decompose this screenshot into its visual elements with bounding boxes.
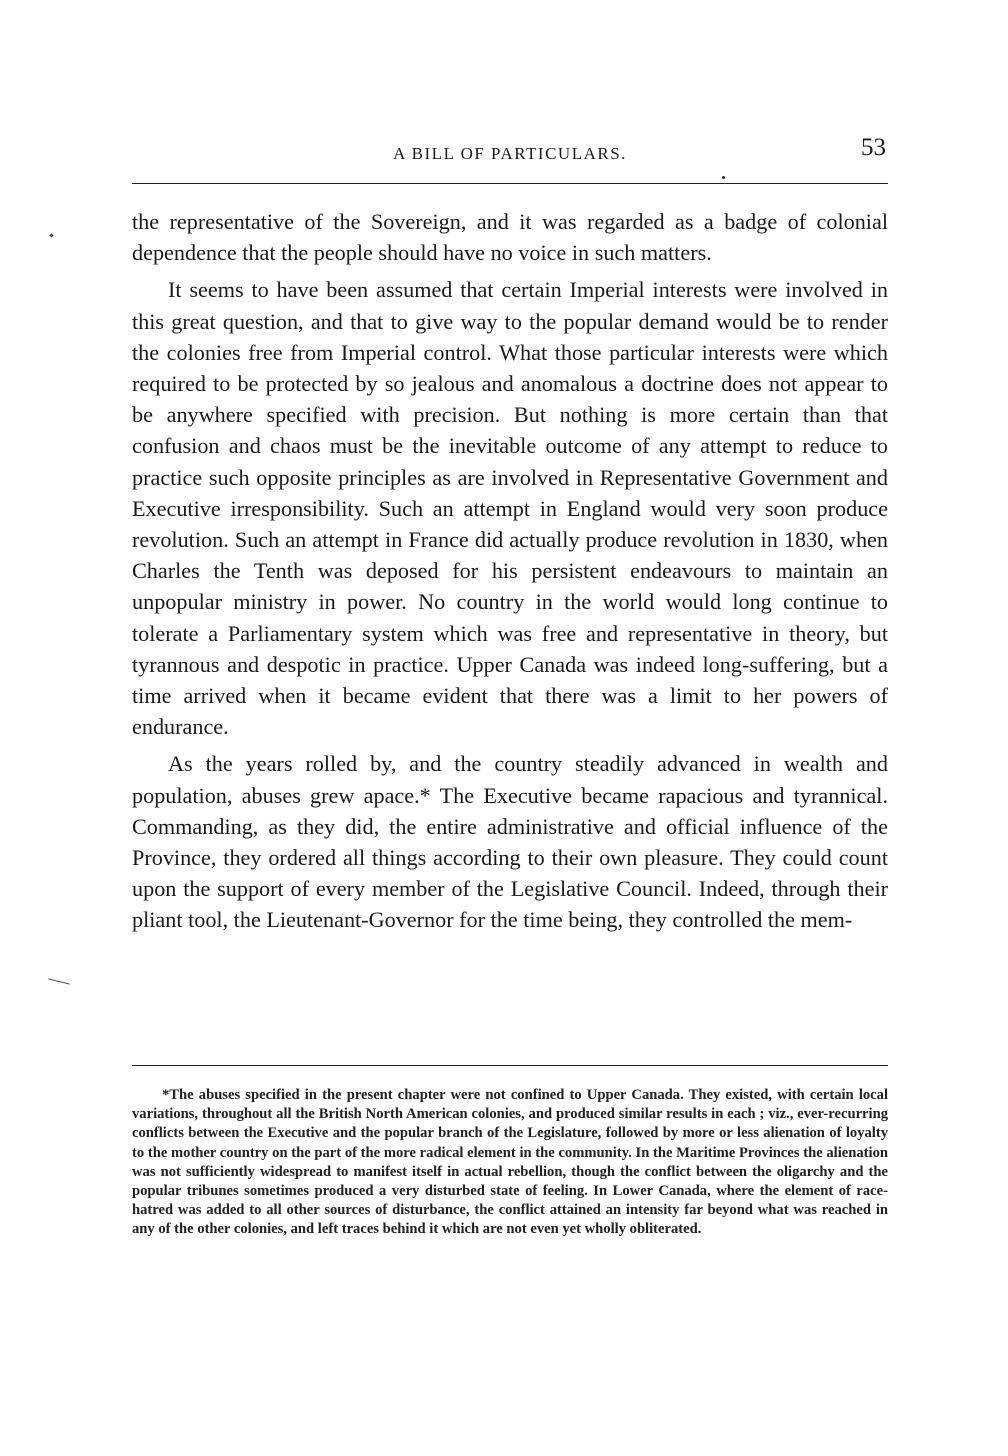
body-text [132,206,888,936]
margin-mark [49,233,53,237]
running-head [132,134,888,174]
footnote-text: *The abuses specified in the present chapter were not confined to Upper Canada. They existed, with certain local variations, throughout all the British North American colonies, and produced similar results in each ; viz., ever-recurring conflicts between the Executive and the popular branch of the Legislature, followed by more or less alienation of loyalty to the mother country on the part of the more radical element in the community. In the Maritime Provinces the alienation was not sufficiently widespread to manifest itself in actual rebellion, though the conflict between the oligarchy and the popular tribunes sometimes produced a very disturbed state of feeling. In Lower Canada, where the element of race-hatred was added to all other sources of disturbance, the conflict attained an intensity far beyond what was reached in any of the other colonies, and left traces behind it which are not even yet wholly obliterated. [132,1087,888,1238]
header-rule [132,183,888,184]
footnote-rule [132,1065,888,1066]
running-title: A BILL OF PARTICULARS. [393,144,627,163]
paragraph: As the years rolled by, and the country steadily advanced in wealth and population, abuses grew apace.* The Executive became rapacious and tyrannical. Commanding, as they did, the entire administrative and official influence of the Province, they ordered all things according to their own pleasure. They could count upon the support of every member of the Legislative Council. Indeed, through their pliant tool, the Lieutenant-Governor for the time being, they controlled the mem- [132,751,888,933]
margin-mark [48,978,70,984]
paragraph-continuation: the representative of the Sovereign, and it was regarded as a badge of colonial dependence that the people should have no voice in such matters. [132,209,888,266]
footnote [132,1086,888,1240]
paragraph: It seems to have been assumed that certain Imperial interests were involved in this great question, and that to give way to the popular demand would be to render the colonies free from Imperial control. What those particular interests were which required to be protected by so jealous and anomalous a doctrine does not appear to be anywhere specified with precision. But nothing is more certain than that confusion and chaos must be the inevitable outcome of any attempt to reduce to practice such opposite principles as are involved in Representative Government and Executive irresponsibility. Such an attempt in England would very soon produce revolution. Such an attempt in France did actually produce revolution in 1830, when Charles the Tenth was deposed for his persistent endeavours to maintain an unpopular ministry in power. No country in the world would long continue to tolerate a Parliamentary system which was free and representative in theory, but tyrannous and despotic in practice. Upper Canada was indeed long-suffering, but a time arrived when it became evident that there was a limit to her powers of endurance. [132,277,888,740]
page-number: 53 [861,134,886,161]
print-speck [722,176,725,179]
